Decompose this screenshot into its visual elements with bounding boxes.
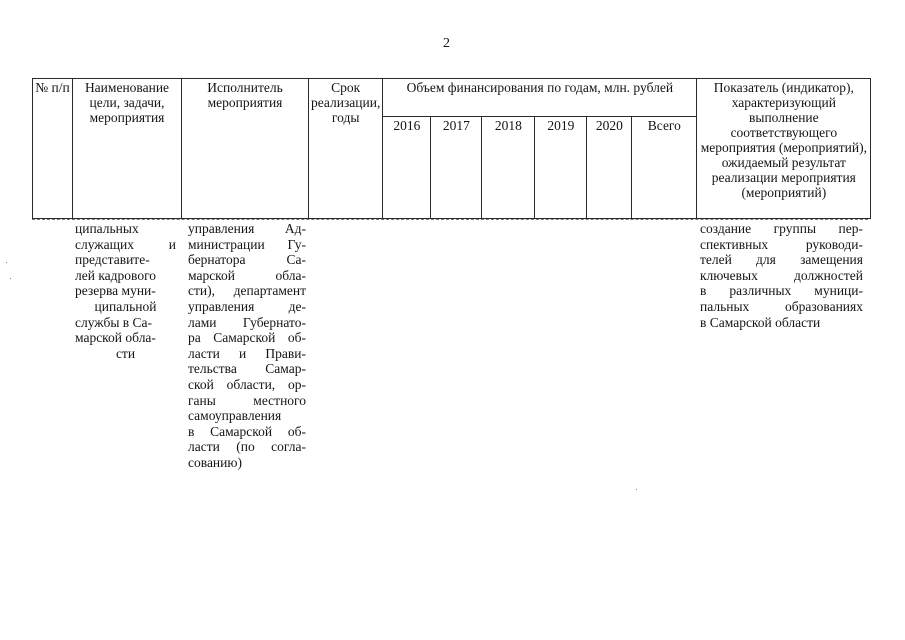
result-line: в различных муници- xyxy=(700,283,863,299)
header-total: Всего xyxy=(632,117,697,219)
result-continuation xyxy=(700,221,863,330)
table-bottom-dashed-border xyxy=(32,219,868,220)
executor-line: сованию) xyxy=(188,454,242,470)
executor-line: сти), департамент xyxy=(188,283,306,299)
header-executor: Исполнитель мероприятия xyxy=(182,79,309,219)
executor-line: управления де- xyxy=(188,298,306,314)
header-number: № п/п xyxy=(33,79,73,219)
header-goal: Наименование цели, задачи, мероприятия xyxy=(73,79,182,219)
header-funding: Объем финансирования по годам, млн. рублей xyxy=(383,79,697,117)
executor-line: ра Самарской об- xyxy=(188,330,306,346)
goal-line: служащих и xyxy=(75,236,176,252)
result-line: телей для замещения xyxy=(700,252,863,268)
executor-continuation xyxy=(188,221,306,471)
goal-line: службы в Са- xyxy=(75,314,153,330)
executor-line: бернатора Са- xyxy=(188,252,306,268)
goal-line: представите- xyxy=(75,252,150,268)
goal-line: ципальных xyxy=(75,221,139,236)
goal-line: лей кадрового xyxy=(75,267,157,283)
executor-line: в Самарской об- xyxy=(188,423,306,439)
scan-speck xyxy=(6,262,7,263)
executor-line: самоуправления xyxy=(188,408,282,424)
executor-line: лами Губернато- xyxy=(188,314,306,330)
goal-line: сти xyxy=(115,345,136,361)
financing-table xyxy=(32,78,871,219)
executor-line: тельства Самар- xyxy=(188,361,306,377)
executor-line: ской области, ор- xyxy=(188,376,306,392)
header-term: Срок реализации, годы xyxy=(309,79,383,219)
result-line: ключевых должностей xyxy=(700,267,863,283)
goal-line: резерва муни- xyxy=(75,283,156,299)
header-year-2020: 2020 xyxy=(587,117,632,219)
header-year-2018: 2018 xyxy=(482,117,535,219)
result-line: пальных образованиях xyxy=(700,298,863,314)
goal-line: ципальной xyxy=(94,298,157,314)
executor-line: министрации Гу- xyxy=(188,236,306,252)
goal-line: марской обла- xyxy=(75,330,156,346)
scan-speck xyxy=(10,278,11,279)
executor-line: марской обла- xyxy=(188,267,306,283)
scan-speck xyxy=(636,489,637,490)
result-line: создание группы пер- xyxy=(700,221,863,236)
executor-line: управления Ад- xyxy=(188,221,306,236)
header-year-2016: 2016 xyxy=(383,117,431,219)
result-line: спективных руководи- xyxy=(700,236,863,252)
executor-line: ганы местного xyxy=(188,392,306,408)
header-year-2019: 2019 xyxy=(535,117,587,219)
header-year-2017: 2017 xyxy=(431,117,482,219)
header-indicator: Показатель (индикатор), характеризующий выполнение соответствующего мероприятия (мероприятий), ожидаемый результат реализации мероприятия (мероприятий) xyxy=(697,79,871,219)
goal-continuation xyxy=(75,221,176,361)
executor-line: ласти и Прави- xyxy=(188,345,306,361)
executor-line: ласти (по согла- xyxy=(188,439,306,455)
page-number: 2 xyxy=(443,36,450,51)
result-line: в Самарской области xyxy=(700,314,821,330)
